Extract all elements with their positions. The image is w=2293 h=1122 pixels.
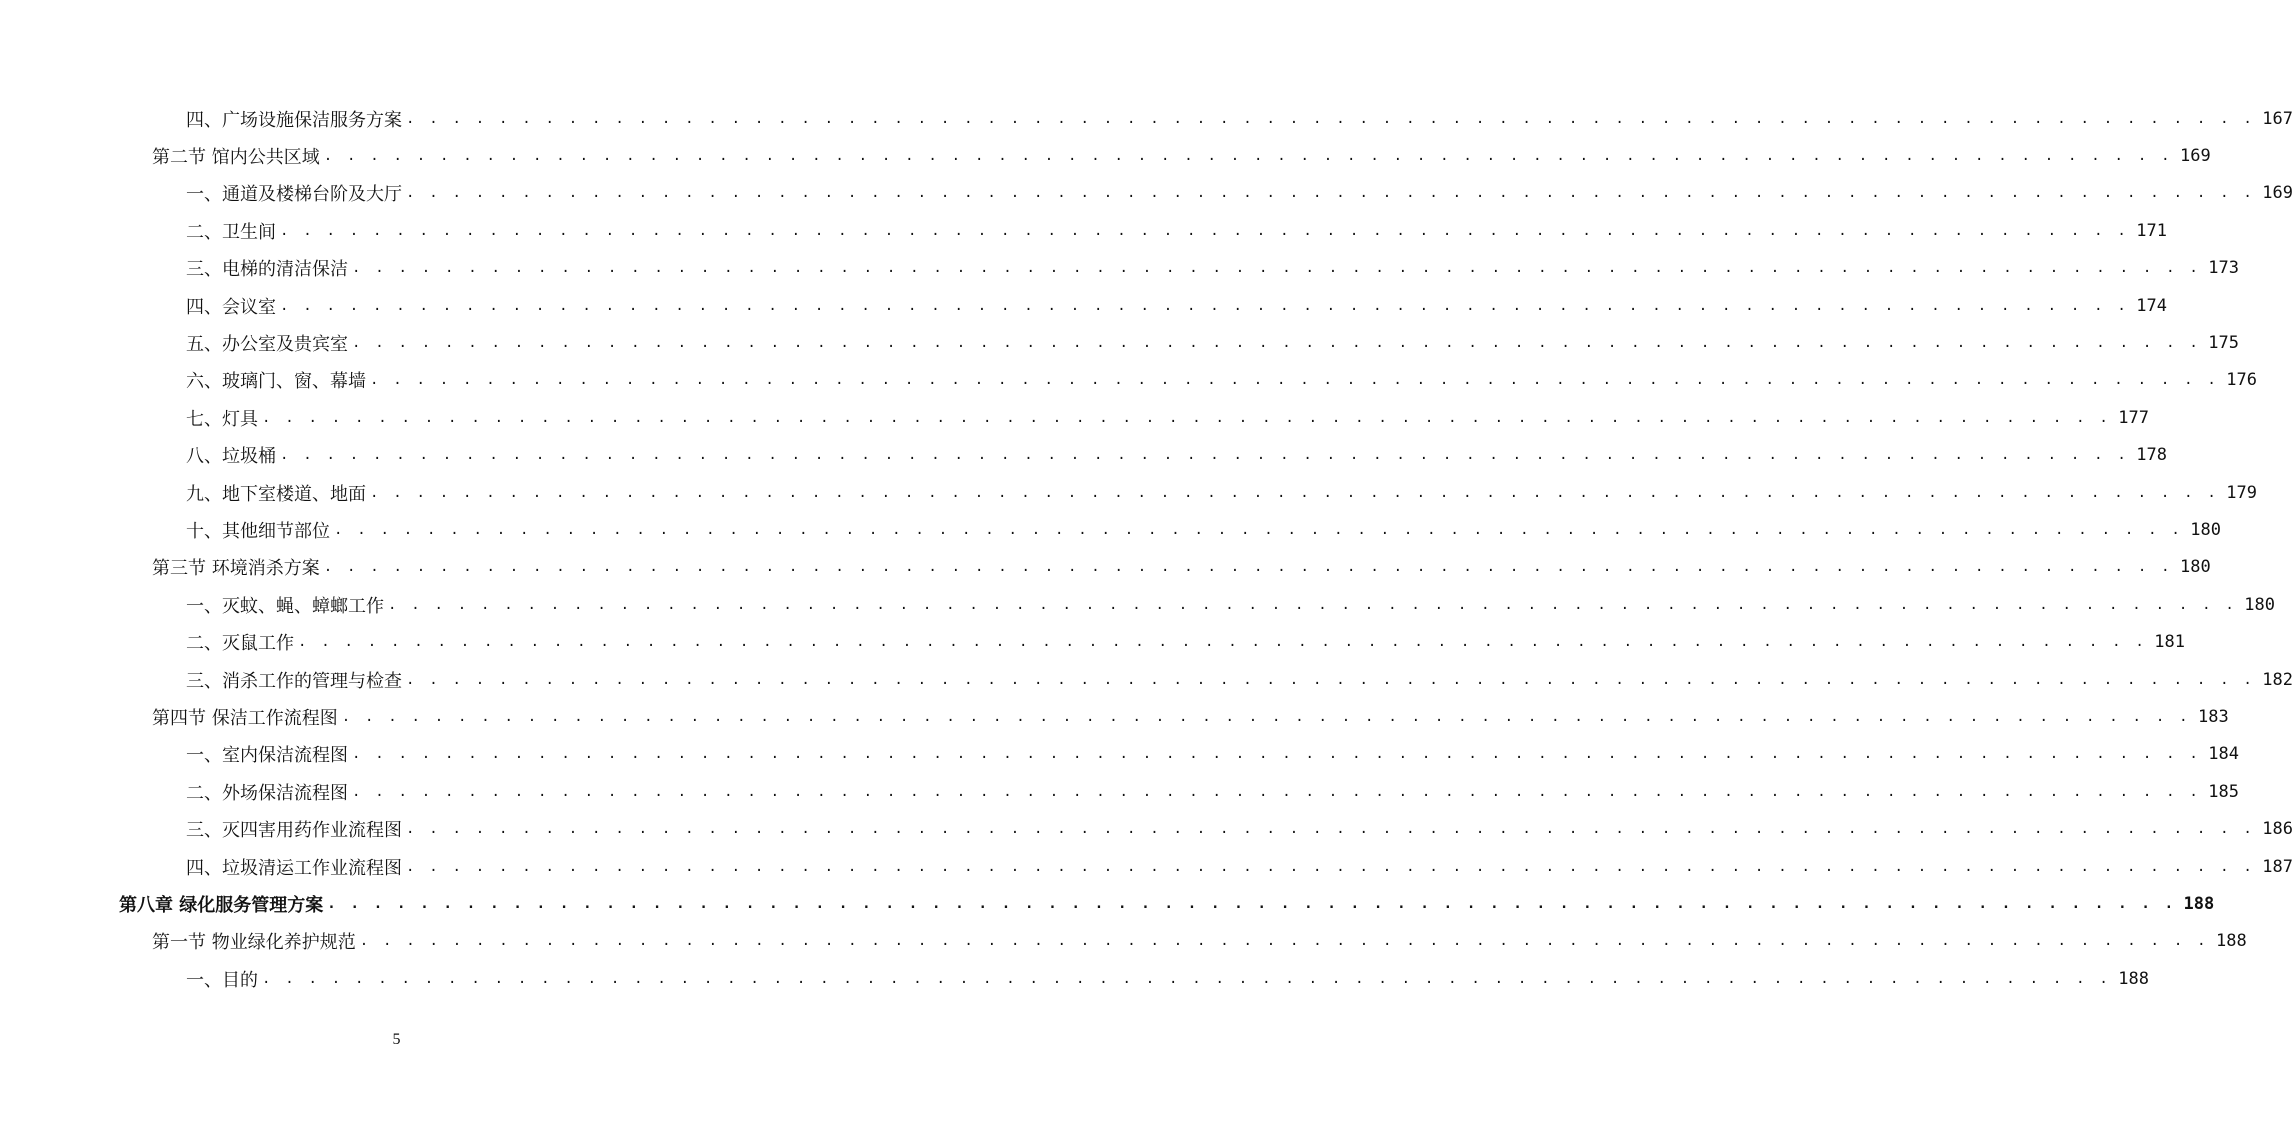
toc-entry-page: 188 bbox=[2118, 968, 2149, 989]
toc-dot-leader: . . . . . . . . . . . . . . . . . . . . . . . . . . . . . . . . . . . . . . . . . . . . . . . . . . . . . . . . . . . . . . . . . . . . . . . . . . . . . . . . bbox=[298, 634, 2147, 651]
toc-entry-title: 一、通道及楼梯台阶及大厅 bbox=[186, 184, 402, 206]
toc-entry-page: 186 bbox=[2262, 819, 2293, 840]
toc-entry-title: 五、办公室及贵宾室 bbox=[186, 334, 348, 356]
toc-entry bbox=[0, 250, 2239, 287]
toc-entry-page: 174 bbox=[2136, 295, 2167, 316]
toc-dot-leader: . . . . . . . . . . . . . . . . . . . . . . . . . . . . . . . . . . . . . . . . . . . . . . . . . . . . . . . . . . . . . . . . . . . . . . . . . . . . . . . . bbox=[406, 821, 2255, 838]
toc-dot-leader: . . . . . . . . . . . . . . . . . . . . . . . . . . . . . . . . . . . . . . . . . . . . . . . . . . . . . . . . . . . . . . . . . . . . . . . . . . . . . . . . bbox=[388, 596, 2237, 613]
toc-entry bbox=[0, 623, 2185, 660]
toc-entry-title: 九、地下室楼道、地面 bbox=[186, 483, 366, 505]
toc-entry-page: 180 bbox=[2190, 519, 2221, 540]
toc-entry-title: 四、会议室 bbox=[186, 296, 276, 318]
toc-entry-page: 171 bbox=[2136, 220, 2167, 241]
toc-entry-title: 二、灭鼠工作 bbox=[186, 633, 294, 655]
toc-entry bbox=[0, 586, 2275, 623]
toc-entry-page: 177 bbox=[2118, 407, 2149, 428]
toc-dot-leader: . . . . . . . . . . . . . . . . . . . . . . . . . . . . . . . . . . . . . . . . . . . . . . . . . . . . . . . . . . . . . . . . . . . . . . . . . . . . . . . . bbox=[352, 335, 2201, 352]
toc-entry-title: 第八章 绿化服务管理方案 bbox=[119, 894, 324, 916]
page-number: 5 bbox=[392, 1031, 401, 1048]
toc-entry-title: 四、垃圾清运工作业流程图 bbox=[186, 857, 402, 879]
toc-entry-title: 三、消杀工作的管理与检查 bbox=[186, 670, 402, 692]
toc-entry-page: 181 bbox=[2154, 632, 2185, 653]
toc-entry-page: 169 bbox=[2262, 183, 2293, 204]
toc-dot-leader: . . . . . . . . . . . . . . . . . . . . . . . . . . . . . . . . . . . . . . . . . . . . . . . . . . . . . . . . . . . . . . . . . . . . . . . . . . . . . . . . bbox=[334, 521, 2183, 538]
toc-dot-leader: . . . . . . . . . . . . . . . . . . . . . . . . . . . . . . . . . . . . . . . . . . . . . . . . . . . . . . . . . . . . . . . . . . . . . . . . . . . . . . . . bbox=[359, 933, 2209, 950]
toc-entry bbox=[0, 212, 2167, 249]
toc-entry-page: 188 bbox=[2215, 931, 2247, 952]
toc-dot-leader: . . . . . . . . . . . . . . . . . . . . . . . . . . . . . . . . . . . . . . . . . . . . . . . . . . . . . . . . . . . . . . . . . . . . . . . . . . . . . . . . bbox=[406, 671, 2255, 688]
toc-entry bbox=[0, 923, 2247, 960]
toc-entry-title: 八、垃圾桶 bbox=[186, 446, 276, 468]
toc-entry-page: 188 bbox=[2183, 893, 2215, 914]
toc-dot-leader: . . . . . . . . . . . . . . . . . . . . . . . . . . . . . . . . . . . . . . . . . . . . . . . . . . . . . . . . . . . . . . . . . . . . . . . . . . . . . . . . bbox=[280, 297, 2129, 314]
toc-entry-title: 二、外场保洁流程图 bbox=[186, 782, 348, 804]
toc-entry-title: 十、其他细节部位 bbox=[186, 520, 330, 542]
toc-entry-title: 三、电梯的清洁保洁 bbox=[186, 259, 348, 281]
toc-entry-title: 三、灭四害用药作业流程图 bbox=[186, 820, 402, 842]
toc-entry bbox=[0, 399, 2149, 436]
toc-entry bbox=[0, 511, 2221, 548]
toc-entry-page: 169 bbox=[2179, 146, 2211, 167]
toc-entry-page: 180 bbox=[2244, 594, 2275, 615]
toc-entry-page: 182 bbox=[2262, 669, 2293, 690]
toc-entry-page: 187 bbox=[2262, 856, 2293, 877]
toc-dot-leader: . . . . . . . . . . . . . . . . . . . . . . . . . . . . . . . . . . . . . . . . . . . . . . . . . . . . . . . . . . . . . . . . . . . . . . . . . . . . . . . . bbox=[370, 372, 2219, 389]
toc-entry bbox=[0, 661, 2293, 698]
toc-entry bbox=[0, 773, 2239, 810]
toc-dot-leader: . . . . . . . . . . . . . . . . . . . . . . . . . . . . . . . . . . . . . . . . . . . . . . . . . . . . . . . . . . . . . . . . . . . . . . . . . . . . . . . . bbox=[406, 110, 2255, 127]
toc-dot-leader: . . . . . . . . . . . . . . . . . . . . . . . . . . . . . . . . . . . . . . . . . . . . . . . . . . . . . . . . . . . . . . . . . . . . . . . . . . . . . . . . bbox=[262, 970, 2111, 987]
toc-dot-leader: . . . . . . . . . . . . . . . . . . . . . . . . . . . . . . . . . . . . . . . . . . . . . . . . . . . . . . . . . . . . . . . . . . . . . . . . . . . . . . . . bbox=[406, 185, 2255, 202]
toc-entry-title: 第一节 物业绿化养护规范 bbox=[152, 932, 356, 954]
toc-dot-leader: . . . . . . . . . . . . . . . . . . . . . . . . . . . . . . . . . . . . . . . . . . . . . . . . . . . . . . . . . . . . . . . . . . . . . . . . . . . . . . . . bbox=[352, 783, 2201, 800]
toc-entry-page: 184 bbox=[2208, 744, 2239, 765]
toc-entry bbox=[0, 287, 2167, 324]
toc-entry bbox=[0, 885, 2215, 922]
toc-entry-title: 第二节 馆内公共区域 bbox=[152, 147, 320, 169]
toc-entry-title: 第三节 环境消杀方案 bbox=[152, 558, 320, 580]
toc-entry bbox=[0, 175, 2293, 212]
toc-entry-title: 四、广场设施保洁服务方案 bbox=[186, 109, 402, 131]
toc-dot-leader: . . . . . . . . . . . . . . . . . . . . . . . . . . . . . . . . . . . . . . . . . . . . . . . . . . . . . . . . . . . . . . . . . . . . . . . . . . . . . . . . bbox=[262, 409, 2111, 426]
toc-entry-title: 第四节 保洁工作流程图 bbox=[152, 707, 338, 729]
toc-entry bbox=[0, 474, 2257, 511]
toc-dot-leader: . . . . . . . . . . . . . . . . . . . . . . . . . . . . . . . . . . . . . . . . . . . . . . . . . . . . . . . . . . . . . . . . . . . . . . . . . . . . . . . . bbox=[280, 222, 2129, 239]
toc-entry-title: 六、玻璃门、窗、幕墙 bbox=[186, 371, 366, 393]
toc-dot-leader: . . . . . . . . . . . . . . . . . . . . . . . . . . . . . . . . . . . . . . . . . . . . . . . . . . . . . . . . . . . . . . . . . . . . . . . . . . . . . . . . bbox=[323, 559, 2173, 576]
toc-entry-page: 180 bbox=[2179, 557, 2211, 578]
table-of-contents bbox=[0, 100, 2293, 997]
toc-dot-leader: . . . . . . . . . . . . . . . . . . . . . . . . . . . . . . . . . . . . . . . . . . . . . . . . . . . . . . . . . . . . . . . . . . . . . . . . . . . . . . . . bbox=[341, 708, 2191, 725]
toc-entry-page: 179 bbox=[2226, 482, 2257, 503]
toc-entry-title: 七、灯具 bbox=[186, 408, 258, 430]
toc-entry-title: 一、灭蚊、蝇、蟑螂工作 bbox=[186, 595, 384, 617]
toc-entry-title: 一、室内保洁流程图 bbox=[186, 745, 348, 767]
toc-entry-page: 167 bbox=[2262, 108, 2293, 129]
toc-entry bbox=[0, 437, 2167, 474]
toc-entry-page: 183 bbox=[2197, 706, 2229, 727]
toc-entry bbox=[0, 324, 2239, 361]
toc-entry bbox=[0, 848, 2293, 885]
toc-dot-leader: . . . . . . . . . . . . . . . . . . . . . . . . . . . . . . . . . . . . . . . . . . . . . . . . . . . . . . . . . . . . . . . . . . . . . . . . . . . . . . . . bbox=[352, 746, 2201, 763]
toc-entry-page: 176 bbox=[2226, 370, 2257, 391]
toc-dot-leader: . . . . . . . . . . . . . . . . . . . . . . . . . . . . . . . . . . . . . . . . . . . . . . . . . . . . . . . . . . . . . . . . . . . . . . . . . . . . . . . . bbox=[327, 895, 2177, 912]
toc-entry bbox=[0, 549, 2211, 586]
toc-dot-leader: . . . . . . . . . . . . . . . . . . . . . . . . . . . . . . . . . . . . . . . . . . . . . . . . . . . . . . . . . . . . . . . . . . . . . . . . . . . . . . . . bbox=[280, 447, 2129, 464]
toc-entry bbox=[0, 137, 2211, 174]
toc-entry bbox=[0, 100, 2293, 137]
toc-entry bbox=[0, 810, 2293, 847]
toc-entry bbox=[0, 362, 2257, 399]
toc-entry bbox=[0, 698, 2229, 735]
toc-entry bbox=[0, 736, 2239, 773]
toc-dot-leader: . . . . . . . . . . . . . . . . . . . . . . . . . . . . . . . . . . . . . . . . . . . . . . . . . . . . . . . . . . . . . . . . . . . . . . . . . . . . . . . . bbox=[323, 148, 2173, 165]
toc-entry-page: 173 bbox=[2208, 258, 2239, 279]
toc-dot-leader: . . . . . . . . . . . . . . . . . . . . . . . . . . . . . . . . . . . . . . . . . . . . . . . . . . . . . . . . . . . . . . . . . . . . . . . . . . . . . . . . bbox=[406, 858, 2255, 875]
toc-dot-leader: . . . . . . . . . . . . . . . . . . . . . . . . . . . . . . . . . . . . . . . . . . . . . . . . . . . . . . . . . . . . . . . . . . . . . . . . . . . . . . . . bbox=[352, 260, 2201, 277]
toc-entry bbox=[0, 960, 2149, 997]
toc-entry-title: 一、目的 bbox=[186, 969, 258, 991]
toc-entry-page: 178 bbox=[2136, 445, 2167, 466]
toc-entry-page: 185 bbox=[2208, 781, 2239, 802]
toc-entry-title: 二、卫生间 bbox=[186, 221, 276, 243]
toc-entry-page: 175 bbox=[2208, 333, 2239, 354]
toc-dot-leader: . . . . . . . . . . . . . . . . . . . . . . . . . . . . . . . . . . . . . . . . . . . . . . . . . . . . . . . . . . . . . . . . . . . . . . . . . . . . . . . . bbox=[370, 484, 2219, 501]
